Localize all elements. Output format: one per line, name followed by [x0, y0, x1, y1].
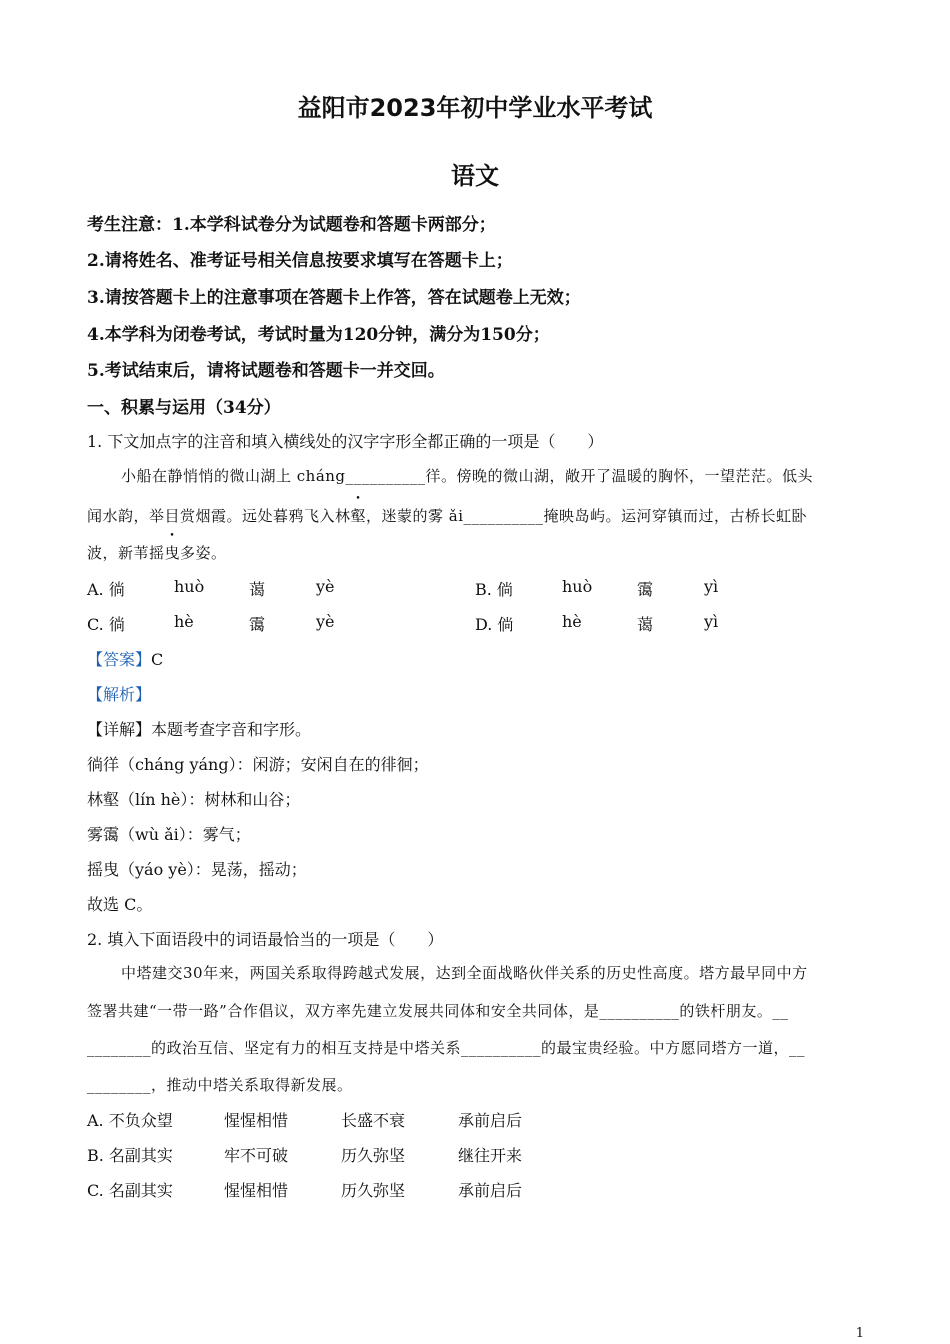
exam-page: 益阳市2023年初中学业水平考试 语文 考生注意：1.本学科试卷分为试题卷和答题卡两部分； 2.请将姓名、准考证号相关信息按要求填写在答题卡上； 3.请按答题卡上的注意事项在答题卡上作答，答在试题卷上无效； 4.本学科为闭卷考试，考试时量为120分钟，满分为150分； 5.考试结束后，请将试题卷和答题卡一并交回。 一、积累与运用（34分） 1. 下文加点字的注音和填入横线处的汉字字形全都正确的一项是（ ） 小船在静悄悄的微山湖上 cháng__________徉。傍晚的微山湖，敞开了温暖的胸怀，一望茫茫。低头 闻水韵，举目赏烟霞。远处暮鸦飞入林壑，迷蒙的雾 ǎi__________掩映岛屿。运河穿镇而过，古桥长虹卧 波，新苇摇曳多姿。 A. 徜 huò 蔼 yè B. 倘 huò 霭 yì C. 徜 hè 霭 yè D. 倘 hè 蔼 yì 【答案】C 【解析】 【详解】本题考查字音和字形。 徜徉（cháng yáng）：闲游；安闲自在的徘徊； 林壑（lín hè）：树林和山谷； 雾霭（wù ǎi）：雾气； 摇曳（yáo yè）：晃荡，摇动； 故选 C。 2. 填入下面语段中的词语最恰当的一项是（ ） 中塔建交30年来，两国关系取得跨越式发展，达到全面战略伙伴关系的历史性高度。塔方最早同中方 签署共建“一带一路”合作倡议，双方率先建立发展共同体和安全共同体，是__________的铁杆朋友。__ ________的政治互信、坚定有力的相互支持是中塔关系__________的最宝贵经验。中方愿同塔方一道，__ ________，推动中塔关系取得新发展。 A. 不负众望 惺惺相惜 长盛不衰 承前启后 B. 名副其实 牢不可破 历久弥坚 继往开来 C. 名副其实 惺惺相惜 历久弥坚 承前启后 1 [0, 0, 950, 1344]
exam-title: 益阳市2023年初中学业水平考试 [297, 94, 653, 122]
passage-line: 小船在静悄悄的微山湖上 cháng__________徉。傍晚的微山湖，敞开了温暖的胸怀，一望茫茫。低头 [121, 467, 814, 485]
notice-line: 3.请按答题卡上的注意事项在答题卡上作答，答在试题卷上无效； [87, 288, 581, 308]
page-number: 1 [855, 1326, 864, 1341]
passage-line: 波，新苇摇曳多姿。 [87, 544, 227, 562]
notice-line: 5.考试结束后，请将试题卷和答题卡一并交回。 [87, 361, 445, 381]
detail-line: 徜徉（cháng yáng）：闲游；安闲自在的徘徊； [87, 755, 429, 774]
dotted-char: 壑 [350, 507, 367, 525]
section-heading: 一、积累与运用（34分） [87, 398, 281, 418]
detail-line: 雾霭（wù ǎi）：雾气； [87, 825, 251, 844]
passage-line: ________的政治互信、坚定有力的相互支持是中塔关系__________的最宝贵经验。中方愿同塔方一道，__ [87, 1039, 806, 1057]
detail-line: 故选 C。 [87, 895, 153, 914]
passage-line: ________，推动中塔关系取得新发展。 [87, 1076, 353, 1094]
question-stem: 1. 下文加点字的注音和填入横线处的汉字字形全都正确的一项是（ ） [87, 432, 604, 451]
notice-line: 4.本学科为闭卷考试，考试时量为120分钟，满分为150分； [87, 325, 550, 345]
passage-line: 中塔建交30年来，两国关系取得跨越式发展，达到全面战略伙伴关系的历史性高度。塔方最早同中方 [121, 964, 808, 982]
detail-line: 林壑（lín hè）：树林和山谷； [87, 790, 301, 809]
answer-value: C [151, 650, 164, 669]
passage-line: 闻水韵，举目赏烟霞。远处暮鸦飞入林壑，迷蒙的雾 ǎi__________掩映岛屿。运河穿镇而过，古桥长虹卧 [87, 507, 808, 525]
notice-line: 2.请将姓名、准考证号相关信息按要求填写在答题卡上； [87, 251, 513, 271]
notice-line: 考生注意：1.本学科试卷分为试题卷和答题卡两部分； [87, 215, 496, 235]
detail-line: 【详解】本题考查字音和字形。 [87, 720, 312, 739]
answer-label: 【答案】 [87, 650, 152, 669]
answer-line [87, 647, 163, 670]
subject-title: 语文 [451, 162, 499, 190]
analysis-label: 【解析】 [87, 685, 152, 704]
passage-line: 签署共建“一带一路”合作倡议，双方率先建立发展共同体和安全共同体，是__________的铁杆朋友。__ [87, 1002, 789, 1020]
dotted-char: 曳 [164, 544, 181, 562]
detail-line: 摇曳（yáo yè）：晃荡，摇动； [87, 860, 307, 879]
question-stem: 2. 填入下面语段中的词语最恰当的一项是（ ） [87, 930, 444, 949]
